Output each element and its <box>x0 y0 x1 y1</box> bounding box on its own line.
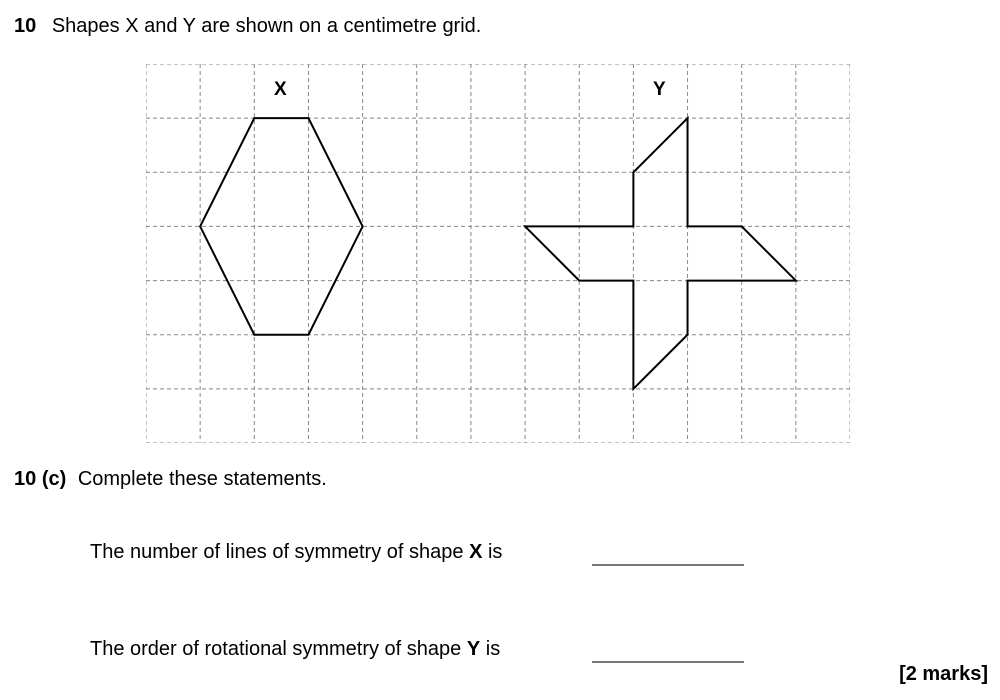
statement-text: is <box>480 638 501 660</box>
part-letter: (c) <box>41 468 67 490</box>
question-text: Shapes X and Y are shown on a centimetre grid. <box>51 15 482 37</box>
shape-name: Y <box>466 638 481 660</box>
centimetre-grid <box>146 64 850 443</box>
shape-name: X <box>469 541 483 563</box>
answer-blank-rotational-symmetry[interactable] <box>592 661 744 663</box>
statement-rotational-symmetry <box>90 638 500 661</box>
statement-text: The number of lines of symmetry of shape <box>90 541 470 563</box>
shape-y <box>525 118 796 389</box>
answer-blank-lines-of-symmetry[interactable] <box>592 564 744 566</box>
statement-text: The order of rotational symmetry of shape <box>90 638 467 660</box>
question-number: 10 <box>14 15 37 37</box>
marks-label: [2 marks] <box>899 663 988 685</box>
question-header <box>14 15 481 38</box>
shape-y-label: Y <box>653 79 666 100</box>
part-header <box>14 468 327 491</box>
part-number: 10 <box>14 468 37 490</box>
shape-x-label: X <box>274 79 287 100</box>
statement-lines-of-symmetry <box>90 541 502 564</box>
part-instruction: Complete these statements. <box>77 468 327 490</box>
statement-text: is <box>482 541 503 563</box>
